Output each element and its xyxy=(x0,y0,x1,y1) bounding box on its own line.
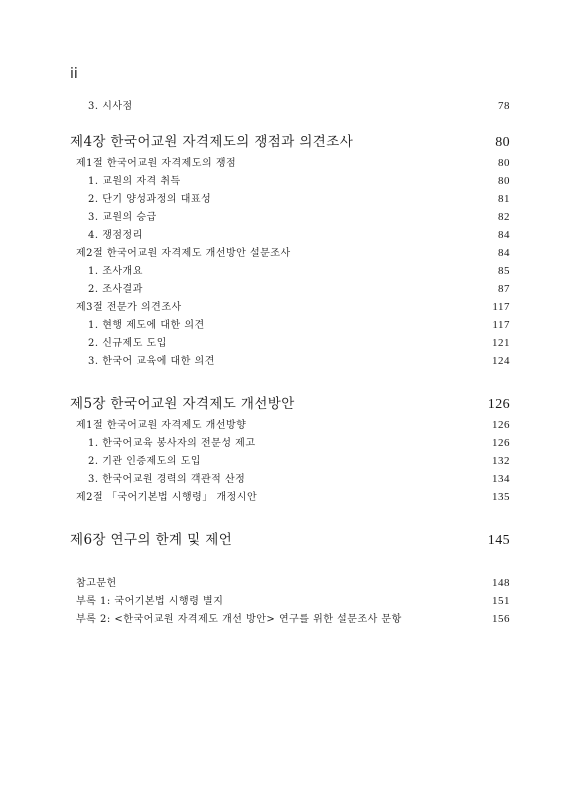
toc-backmatter xyxy=(70,592,510,610)
toc-chapter-title: 제5장 한국어교원 자격제도 개선방안 xyxy=(70,396,295,412)
toc-entry-page: 78 xyxy=(498,100,510,112)
toc-backmatter xyxy=(70,610,510,628)
toc-entry-page: 80 xyxy=(498,175,510,187)
toc-section-title: 제1절 한국어교원 자격제도 개선방향 xyxy=(76,420,247,431)
toc-entry xyxy=(70,262,510,280)
toc-entry-page: 134 xyxy=(492,473,510,485)
table-of-contents xyxy=(70,97,510,628)
toc-chapter-title: 제6장 연구의 한계 및 제언 xyxy=(70,532,233,548)
toc-entry xyxy=(70,434,510,452)
toc-section-page: 80 xyxy=(498,157,510,169)
toc-section-title: 제1절 한국어교원 자격제도의 쟁점 xyxy=(76,158,237,169)
toc-section xyxy=(70,298,510,316)
toc-section xyxy=(70,488,510,506)
toc-backmatter xyxy=(70,574,510,592)
toc-chapter-page: 145 xyxy=(487,533,510,548)
toc-section-title: 제2절 한국어교원 자격제도 개선방안 설문조사 xyxy=(76,248,291,259)
toc-backmatter-title: 부록 1: 국어기본법 시행령 별지 xyxy=(76,596,224,607)
toc-section-title: 제3절 전문가 의견조사 xyxy=(76,302,182,313)
toc-entry-title: 2. 신규제도 도입 xyxy=(88,338,167,349)
toc-chapter-title: 제4장 한국어교원 자격제도의 쟁점과 의견조사 xyxy=(70,134,354,150)
toc-entry xyxy=(70,352,510,370)
toc-entry-title: 3. 한국어 교육에 대한 의견 xyxy=(88,356,215,367)
toc-entry-title: 1. 한국어교육 봉사자의 전문성 제고 xyxy=(88,438,256,449)
toc-entry xyxy=(70,316,510,334)
toc-chapter xyxy=(70,530,510,550)
toc-entry-page: 124 xyxy=(492,355,510,367)
toc-entry-page: 126 xyxy=(492,437,510,449)
toc-backmatter-page: 156 xyxy=(492,613,510,625)
page-number: ii xyxy=(70,66,78,82)
toc-entry-page: 121 xyxy=(492,337,510,349)
toc-entry xyxy=(70,470,510,488)
toc-entry xyxy=(70,226,510,244)
toc-entry-title: 2. 조사결과 xyxy=(88,284,143,295)
toc-entry-title: 1. 조사개요 xyxy=(88,266,143,277)
toc-entry-page: 117 xyxy=(492,319,510,331)
toc-chapter-page: 80 xyxy=(495,135,510,150)
toc-entry-title: 1. 교원의 자격 취득 xyxy=(88,176,181,187)
toc-entry-title: 3. 교원의 승급 xyxy=(88,212,157,223)
toc-entry xyxy=(70,280,510,298)
toc-backmatter-page: 151 xyxy=(492,595,510,607)
toc-backmatter-page: 148 xyxy=(492,577,510,589)
toc-section xyxy=(70,244,510,262)
toc-entry xyxy=(70,452,510,470)
toc-entry-page: 85 xyxy=(498,265,510,277)
toc-entry-page: 84 xyxy=(498,229,510,241)
toc-entry-title: 3. 한국어교원 경력의 객관적 산정 xyxy=(88,474,246,485)
toc-entry-title: 3. 시사점 xyxy=(88,101,133,112)
toc-entry xyxy=(70,190,510,208)
toc-section-page: 84 xyxy=(498,247,510,259)
toc-entry-page: 132 xyxy=(492,455,510,467)
toc-entry xyxy=(70,97,510,115)
toc-entry-title: 1. 현행 제도에 대한 의견 xyxy=(88,320,205,331)
toc-entry-page: 81 xyxy=(498,193,510,205)
toc-chapter xyxy=(70,132,510,152)
toc-section xyxy=(70,154,510,172)
toc-entry-title: 2. 기관 인증제도의 도입 xyxy=(88,456,202,467)
toc-chapter-page: 126 xyxy=(487,397,510,412)
toc-entry-title: 4. 쟁점정리 xyxy=(88,230,143,241)
toc-entry xyxy=(70,208,510,226)
toc-entry-page: 87 xyxy=(498,283,510,295)
toc-section-page: 126 xyxy=(492,419,510,431)
toc-entry-page: 82 xyxy=(498,211,510,223)
toc-backmatter-title: 부록 2: <한국어교원 자격제도 개선 방안> 연구를 위한 설문조사 문항 xyxy=(76,614,402,625)
toc-entry xyxy=(70,334,510,352)
toc-section-page: 117 xyxy=(492,301,510,313)
toc-backmatter-title: 참고문헌 xyxy=(76,578,117,589)
toc-section-title: 제2절 「국어기본법 시행령」 개정시안 xyxy=(76,492,258,503)
toc-entry xyxy=(70,172,510,190)
toc-chapter xyxy=(70,394,510,414)
toc-section-page: 135 xyxy=(492,491,510,503)
toc-section xyxy=(70,416,510,434)
toc-entry-title: 2. 단기 양성과정의 대표성 xyxy=(88,194,212,205)
